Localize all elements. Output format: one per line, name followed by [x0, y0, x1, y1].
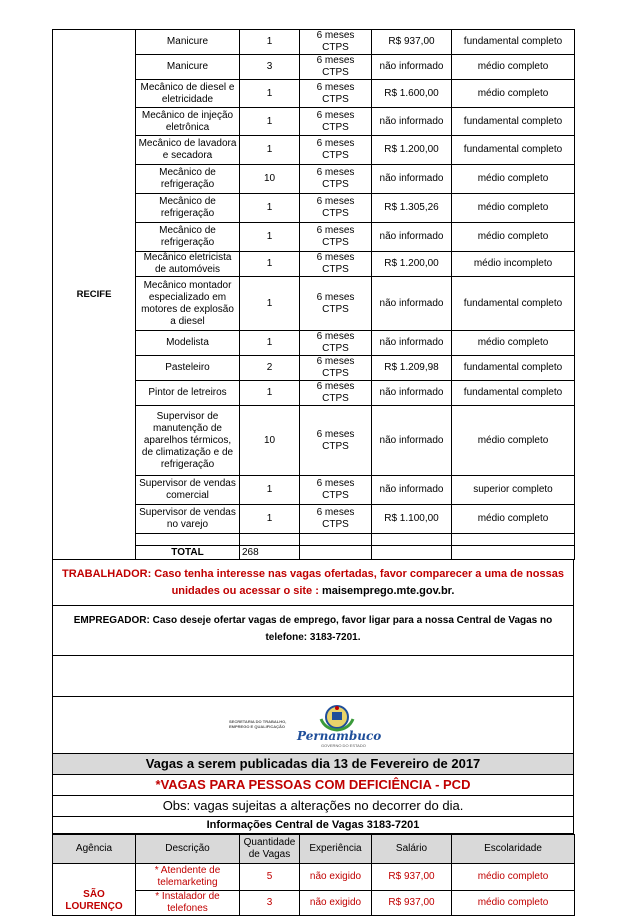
pcd-table — [52, 834, 575, 916]
empty-cell — [240, 534, 300, 546]
job-exp: 6 meses CTPS — [300, 223, 372, 252]
job-sal: R$ 937,00 — [372, 30, 452, 55]
job-desc: Mecânico de injeção eletrônica — [136, 108, 240, 136]
empty-cell — [452, 534, 575, 546]
pcd-esc: médio completo — [452, 891, 575, 916]
page-title: Vagas a serem publicadas dia 13 de Fevereiro de 2017 — [52, 754, 574, 775]
job-exp: 6 meses CTPS — [300, 381, 372, 406]
job-desc: Mecânico de refrigeração — [136, 194, 240, 223]
job-qty: 1 — [240, 80, 300, 108]
worker-notice — [52, 560, 574, 606]
pcd-agency-cell: SÃO LOURENÇO — [53, 864, 136, 916]
job-desc: Modelista — [136, 331, 240, 356]
header-salario: Salário — [372, 835, 452, 864]
pcd-esc: médio completo — [452, 864, 575, 891]
header-quantidade: Quantidade de Vagas — [240, 835, 300, 864]
logo-subtext: GOVERNO DO ESTADO — [321, 743, 366, 748]
empty-cell — [136, 534, 240, 546]
job-exp: 6 meses CTPS — [300, 108, 372, 136]
job-desc: Mecânico eletricista de automóveis — [136, 252, 240, 277]
job-sal: R$ 1.305,26 — [372, 194, 452, 223]
pcd-exp: não exigido — [300, 891, 372, 916]
empty-cell — [372, 534, 452, 546]
job-esc: médio completo — [452, 80, 575, 108]
job-exp: 6 meses CTPS — [300, 331, 372, 356]
job-qty: 1 — [240, 108, 300, 136]
job-sal: não informado — [372, 165, 452, 194]
job-desc: Pasteleiro — [136, 356, 240, 381]
obs-note: Obs: vagas sujeitas a alterações no decorrer do dia. — [52, 796, 574, 817]
job-desc: Mecânico de lavadora e secadora — [136, 136, 240, 165]
job-exp: 6 meses CTPS — [300, 356, 372, 381]
job-esc: superior completo — [452, 476, 575, 505]
pcd-sal: R$ 937,00 — [372, 864, 452, 891]
job-desc: Supervisor de vendas no varejo — [136, 505, 240, 534]
job-sal: não informado — [372, 476, 452, 505]
job-esc: fundamental completo — [452, 30, 575, 55]
job-esc: fundamental completo — [452, 356, 575, 381]
agency-cell: RECIFE — [53, 30, 136, 560]
job-esc: médio completo — [452, 406, 575, 476]
job-desc: Mecânico de diesel e eletricidade — [136, 80, 240, 108]
job-exp: 6 meses CTPS — [300, 505, 372, 534]
pcd-heading: *VAGAS PARA PESSOAS COM DEFICIÊNCIA - PCD — [52, 775, 574, 796]
worker-notice-text: TRABALHADOR: Caso tenha interesse nas vagas ofertadas, favor comparecer a uma de nossas unidades ou acessar o site : — [62, 568, 564, 597]
job-qty: 1 — [240, 136, 300, 165]
job-sal: não informado — [372, 406, 452, 476]
job-desc: Supervisor de vendas comercial — [136, 476, 240, 505]
worker-site-link[interactable]: maisemprego.mte.gov.br. — [321, 585, 455, 597]
job-sal: R$ 1.200,00 — [372, 252, 452, 277]
header-descricao: Descrição — [136, 835, 240, 864]
job-exp: 6 meses CTPS — [300, 165, 372, 194]
job-qty: 1 — [240, 277, 300, 331]
employer-notice: EMPREGADOR: Caso deseje ofertar vagas de emprego, favor ligar para a nossa Central de Vagas no telefone: 3183-7201. — [52, 606, 574, 656]
job-sal: não informado — [372, 331, 452, 356]
job-esc: fundamental completo — [452, 277, 575, 331]
job-qty: 1 — [240, 223, 300, 252]
job-qty: 10 — [240, 406, 300, 476]
header-experiencia: Experiência — [300, 835, 372, 864]
document — [52, 29, 574, 916]
job-exp: 6 meses CTPS — [300, 406, 372, 476]
job-sal: R$ 1.100,00 — [372, 505, 452, 534]
job-exp: 6 meses CTPS — [300, 194, 372, 223]
job-desc: Pintor de letreiros — [136, 381, 240, 406]
logo-small-text: SECRETARIA DO TRABALHO, EMPREGO E QUALIFICAÇÃO — [229, 719, 287, 729]
header-agencia: Agência — [53, 835, 136, 864]
job-esc: médio incompleto — [452, 252, 575, 277]
job-esc: fundamental completo — [452, 136, 575, 165]
job-desc: Manicure — [136, 30, 240, 55]
logo-row — [52, 697, 574, 754]
job-qty: 2 — [240, 356, 300, 381]
info-line: Informações Central de Vagas 3183-7201 — [52, 817, 574, 834]
empty-cell — [372, 546, 452, 560]
job-qty: 1 — [240, 194, 300, 223]
table-row — [53, 864, 575, 891]
job-esc: médio completo — [452, 223, 575, 252]
job-exp: 6 meses CTPS — [300, 80, 372, 108]
job-exp: 6 meses CTPS — [300, 277, 372, 331]
job-esc: médio completo — [452, 331, 575, 356]
job-sal: R$ 1.200,00 — [372, 136, 452, 165]
pcd-qty: 5 — [240, 864, 300, 891]
job-esc: médio completo — [452, 165, 575, 194]
job-sal: R$ 1.600,00 — [372, 80, 452, 108]
job-desc: Mecânico de refrigeração — [136, 165, 240, 194]
header-escolaridade: Escolaridade — [452, 835, 575, 864]
job-sal: não informado — [372, 55, 452, 80]
logo-text: Pernambuco — [297, 729, 382, 743]
job-qty: 1 — [240, 331, 300, 356]
pcd-sal: R$ 937,00 — [372, 891, 452, 916]
job-exp: 6 meses CTPS — [300, 55, 372, 80]
job-esc: médio completo — [452, 194, 575, 223]
pcd-exp: não exigido — [300, 864, 372, 891]
job-esc: fundamental completo — [452, 108, 575, 136]
job-sal: não informado — [372, 381, 452, 406]
empty-cell — [300, 546, 372, 560]
job-qty: 1 — [240, 476, 300, 505]
job-desc: Mecânico montador especializado em motores de explosão a diesel — [136, 277, 240, 331]
blank-row — [52, 656, 574, 697]
pcd-desc: * Instalador de telefones — [136, 891, 240, 916]
job-desc: Manicure — [136, 55, 240, 80]
job-qty: 1 — [240, 505, 300, 534]
job-sal: não informado — [372, 108, 452, 136]
empty-cell — [452, 546, 575, 560]
job-qty: 3 — [240, 55, 300, 80]
job-exp: 6 meses CTPS — [300, 136, 372, 165]
job-qty: 10 — [240, 165, 300, 194]
job-qty: 1 — [240, 30, 300, 55]
job-exp: 6 meses CTPS — [300, 30, 372, 55]
job-esc: médio completo — [452, 505, 575, 534]
job-esc: fundamental completo — [452, 381, 575, 406]
pcd-table-header — [53, 835, 575, 864]
job-desc: Mecânico de refrigeração — [136, 223, 240, 252]
total-label: TOTAL — [136, 546, 240, 560]
job-qty: 1 — [240, 252, 300, 277]
job-desc: Supervisor de manutenção de aparelhos térmicos, de climatização e de refrigeração — [136, 406, 240, 476]
vacancies-table — [52, 29, 575, 560]
empty-cell — [300, 534, 372, 546]
job-exp: 6 meses CTPS — [300, 476, 372, 505]
pcd-qty: 3 — [240, 891, 300, 916]
pcd-desc: * Atendente de telemarketing — [136, 864, 240, 891]
job-sal: não informado — [372, 277, 452, 331]
job-esc: médio completo — [452, 55, 575, 80]
job-qty: 1 — [240, 381, 300, 406]
total-value: 268 — [240, 546, 300, 560]
job-exp: 6 meses CTPS — [300, 252, 372, 277]
job-sal: R$ 1.209,98 — [372, 356, 452, 381]
job-sal: não informado — [372, 223, 452, 252]
